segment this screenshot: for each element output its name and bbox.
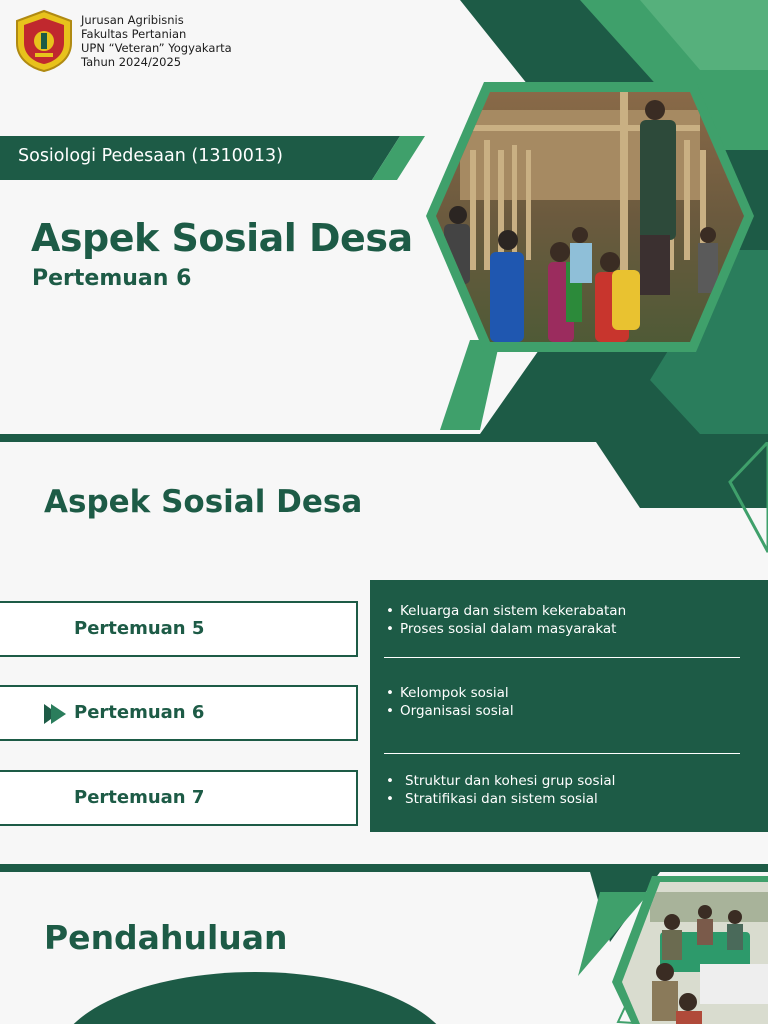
topic-group-meeting-5 — [384, 602, 754, 638]
bullet-icon: • — [386, 685, 394, 701]
intro-slide — [0, 864, 768, 1024]
topic-text: Stratifikasi dan sistem sosial — [405, 791, 598, 807]
meeting-7-button[interactable] — [0, 770, 358, 826]
bullet-icon: • — [386, 791, 394, 807]
topic-text: Proses sosial dalam masyarakat — [400, 621, 617, 637]
topics-panel — [370, 580, 768, 832]
topic-text: Struktur dan kohesi grup sosial — [405, 773, 616, 789]
topic-group-meeting-6 — [384, 684, 754, 720]
topic-item — [384, 602, 754, 620]
topic-text: Kelompok sosial — [400, 685, 509, 701]
topic-item — [384, 772, 754, 790]
topic-item — [384, 702, 754, 720]
meeting-label: Pertemuan 5 — [74, 618, 205, 639]
topic-text: Keluarga dan sistem kekerabatan — [400, 603, 627, 619]
play-arrow-icon — [44, 704, 66, 724]
cover-subtitle: Pertemuan 6 — [32, 266, 192, 291]
topic-text: Organisasi sosial — [400, 703, 514, 719]
meeting-5-button[interactable] — [0, 601, 358, 657]
upn-veteran-shield-logo — [13, 9, 75, 73]
agenda-slide — [0, 434, 768, 864]
bullet-icon: • — [386, 703, 394, 719]
institution-line: Tahun 2024/2025 — [81, 55, 182, 69]
institution-block — [81, 13, 232, 69]
topic-item — [384, 684, 754, 702]
bullet-icon: • — [386, 621, 394, 637]
cover-slide — [0, 0, 768, 434]
cover-title: Aspek Sosial Desa — [31, 216, 413, 260]
topic-item — [384, 790, 754, 808]
topic-group-meeting-7 — [384, 772, 754, 808]
course-code-label: Sosiologi Pedesaan (1310013) — [18, 146, 283, 166]
intro-title: Pendahuluan — [44, 918, 288, 957]
topic-divider — [384, 657, 740, 658]
institution-line: UPN “Veteran” Yogyakarta — [81, 41, 232, 55]
institution-line: Fakultas Pertanian — [81, 27, 187, 41]
bullet-icon: • — [386, 603, 394, 619]
agenda-title: Aspek Sosial Desa — [44, 484, 363, 520]
topic-divider — [384, 753, 740, 754]
topic-item — [384, 620, 754, 638]
meeting-label: Pertemuan 7 — [74, 787, 205, 808]
meeting-6-button[interactable] — [0, 685, 358, 741]
institution-line: Jurusan Agribisnis — [81, 13, 184, 27]
bullet-icon: • — [386, 773, 394, 789]
meeting-label: Pertemuan 6 — [74, 702, 205, 723]
